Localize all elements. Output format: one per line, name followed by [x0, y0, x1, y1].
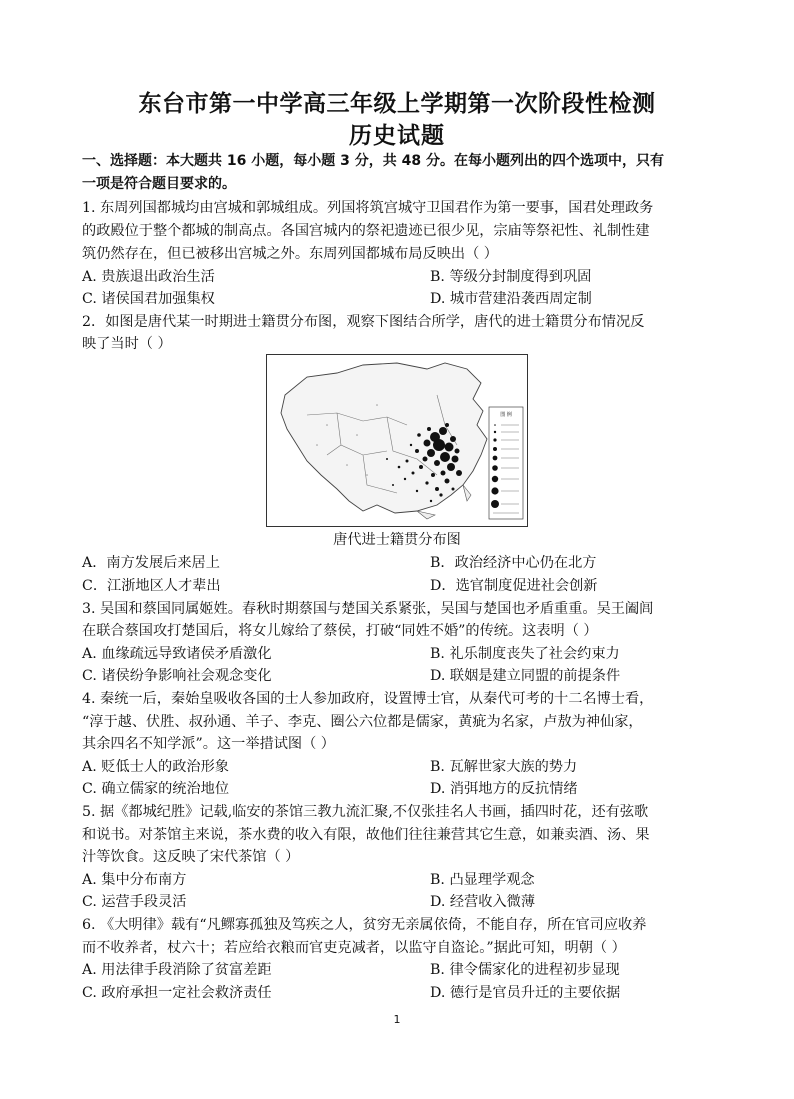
q6-option-b: B. 律令儒家化的进程初步显现 — [430, 962, 620, 978]
q2-text: 映了当时（ ） — [82, 336, 172, 352]
q2-text: 2．如图是唐代某一时期进士籍贯分布图，观察下图结合所学，唐代的进士籍贯分布情况反 — [82, 314, 645, 330]
section-heading: 一、选择题：本大题共 16 小题，每小题 3 分，共 48 分。在每小题列出的四个选项中，只有 — [82, 153, 664, 169]
q5-option-a: A. 集中分布南方 — [82, 872, 187, 888]
q5-text: 汁等饮食。这反映了宋代茶馆（ ） — [82, 849, 300, 865]
q5-text: 和说书。对茶馆主来说，茶水费的收入有限，故他们往往兼营其它生意，如兼卖酒、汤、果 — [82, 827, 650, 843]
q5-text: 5. 据《都城纪胜》记载,临安的茶馆三教九流汇聚,不仅张挂名人书画，插四时花，还有弦歌 — [82, 804, 649, 820]
page-number: 1 — [393, 1013, 401, 1026]
q6-option-c: C. 政府承担一定社会救济责任 — [82, 985, 272, 1001]
q4-option-b: B. 瓦解世家大族的势力 — [430, 759, 578, 775]
q5-option-c: C. 运营手段灵活 — [82, 894, 187, 910]
q6-text: 而不收养者，杖六十；若应给衣粮而官吏克减者，以监守自盗论。”据此可知，明朝（ ） — [82, 940, 626, 956]
q4-option-a: A. 贬低士人的政治形象 — [82, 759, 229, 775]
q2-option-a: A．南方发展后来居上 — [82, 555, 220, 571]
q2-option-d: D．选官制度促进社会创新 — [430, 578, 598, 594]
q4-option-c: C. 确立儒家的统治地位 — [82, 781, 230, 797]
q3-option-a: A. 血缘疏远导致诸侯矛盾激化 — [82, 646, 272, 662]
legend-title: 图 例 — [500, 412, 512, 418]
q4-option-d: D. 消弭地方的反抗情绪 — [430, 781, 578, 797]
q3-text: 在联合蔡国攻打楚国后，将女儿嫁给了蔡侯，打破“同姓不婚”的传统。这表明（ ） — [82, 623, 598, 639]
section-heading-cont: 一项是符合题目要求的。 — [82, 176, 236, 192]
q6-text: 6. 《大明律》载有“凡鳏寡孤独及笃疾之人，贫穷无亲属依倚，不能自存，所在官司应收养 — [82, 917, 647, 933]
q4-text: 其余四名不知学派”。这一举措试图（ ） — [82, 736, 335, 752]
exam-subtitle: 历史试题 — [349, 123, 445, 149]
q1-option-a: A. 贵族退出政治生活 — [82, 269, 215, 285]
q3-option-c: C. 诸侯纷争影响社会观念变化 — [82, 668, 272, 684]
q1-option-c: C. 诸侯国君加强集权 — [82, 291, 215, 307]
exam-title: 东台市第一中学高三年级上学期第一次阶段性检测 — [138, 91, 656, 117]
q2-option-c: C．江浙地区人才辈出 — [82, 578, 221, 594]
q3-option-d: D. 联姻是建立同盟的前提条件 — [430, 668, 621, 684]
q5-option-b: B. 凸显理学观念 — [430, 872, 535, 888]
china-map-graphic — [267, 355, 527, 526]
q1-text: 1. 东周列国都城均由宫城和郭城组成。列国将筑宫城守卫国君作为第一要事，国君处理政务 — [82, 200, 654, 216]
q3-option-b: B. 礼乐制度丧失了社会约束力 — [430, 646, 620, 662]
q6-option-d: D. 德行是官员升迁的主要依据 — [430, 985, 621, 1001]
q4-text: “淳于越、伏胜、叔孙通、羊子、李克、圈公六位都是儒家，黄疵为名家，卢敖为神仙家， — [82, 714, 643, 730]
map-caption: 唐代进士籍贯分布图 — [333, 532, 461, 548]
q3-text: 3. 吴国和蔡国同属姬姓。春秋时期蔡国与楚国关系紧张，吴国与楚国也矛盾重重。吴王阖闾 — [82, 601, 654, 617]
tang-jinshi-map — [266, 354, 528, 527]
q1-option-d: D. 城市营建沿袭西周定制 — [430, 291, 592, 307]
q2-option-b: B．政治经济中心仍在北方 — [430, 555, 597, 571]
q1-text: 的政殿位于整个都城的制高点。各国宫城内的祭祀遗迹已很少见，宗庙等祭祀性、礼制性建 — [82, 223, 650, 239]
q4-text: 4. 秦统一后，秦始皇吸收各国的士人参加政府，设置博士官，从秦代可考的十二名博士看， — [82, 691, 654, 707]
q1-option-b: B. 等级分封制度得到巩固 — [430, 269, 592, 285]
q6-option-a: A. 用法律手段消除了贫富差距 — [82, 962, 272, 978]
q1-text: 筑仍然存在，但已被移出宫城之外。东周列国都城布局反映出（ ） — [82, 246, 498, 262]
q5-option-d: D. 经营收入微薄 — [430, 894, 536, 910]
